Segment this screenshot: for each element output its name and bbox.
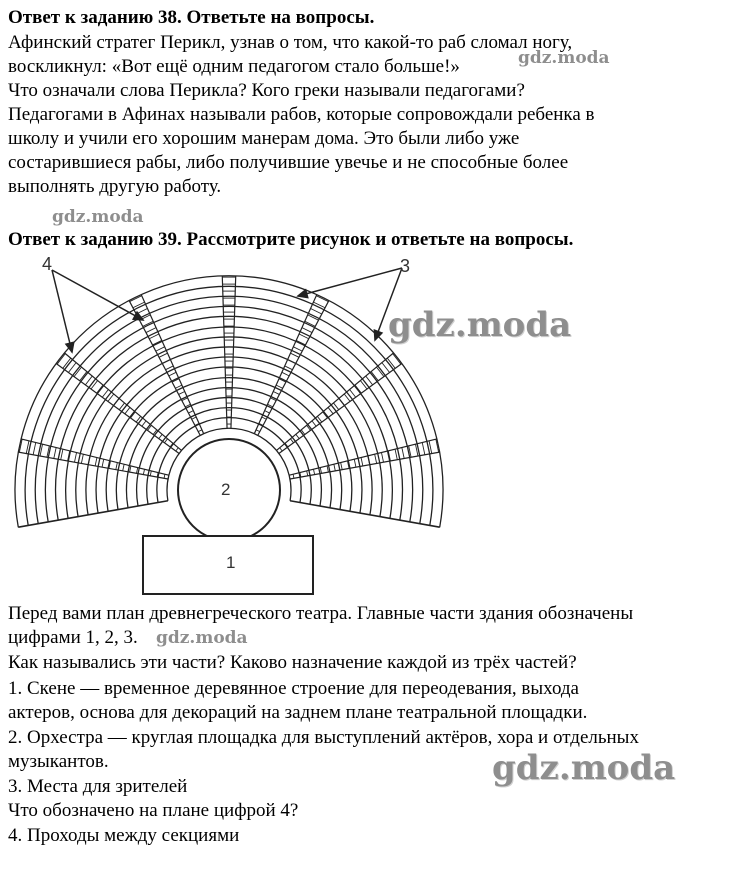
aisle-step — [33, 443, 36, 455]
label-3: 3 — [400, 256, 411, 276]
aisle-step — [169, 372, 176, 376]
aisle-step — [159, 434, 162, 438]
aisle-step — [311, 308, 322, 313]
pointer-line — [52, 270, 72, 352]
text-line: воскликнул: «Вот ещё одним педагогом стало больше!» — [8, 56, 460, 77]
aisle-step — [164, 474, 165, 478]
aisle-step — [198, 430, 202, 432]
aisle-edge-line — [222, 276, 227, 428]
aisle-step — [328, 407, 333, 413]
aisle-step — [265, 411, 270, 413]
aisle-step — [360, 381, 367, 389]
aisle-step — [123, 464, 124, 471]
pointer-line — [52, 270, 143, 320]
aisle-step — [54, 448, 56, 459]
aisle-step — [91, 381, 98, 389]
aisle-step — [176, 448, 179, 451]
text-line: музыкантов. — [8, 751, 109, 772]
label-pointers — [52, 268, 402, 352]
aisle-step — [339, 398, 345, 405]
label-4: 4 — [42, 254, 53, 274]
aisle-step — [381, 453, 383, 463]
aisle-step — [95, 458, 97, 466]
aisle-step — [280, 448, 283, 451]
aisle-edge-line — [279, 364, 402, 454]
aisle-step — [80, 372, 87, 381]
aisle-step — [192, 417, 197, 419]
text-line: школу и учили его хорошим манерам дома. Это были либо уже — [8, 128, 520, 149]
aisle-edge-line — [231, 276, 236, 428]
theatre-plan-figure — [0, 248, 739, 602]
watermark: gdz.moda — [52, 207, 144, 227]
aisle-step — [402, 448, 404, 459]
text-line: Перед вами план древнегреческого театра. Главные части здания обозначены — [8, 603, 634, 624]
aisle-step — [125, 407, 130, 413]
aisle-step — [375, 454, 377, 463]
aisle-step — [422, 443, 425, 455]
aisle-step — [293, 347, 302, 351]
text-line: актеров, основа для декораций на заднем плане театральной площадки. — [8, 702, 588, 723]
aisle-step — [143, 469, 144, 474]
aisle-step — [114, 398, 120, 405]
aisle-step — [341, 463, 343, 470]
aisle-step — [296, 434, 299, 438]
text-line: выполнять другую работу. — [8, 176, 222, 197]
aisle-step — [57, 354, 65, 365]
aisle-step — [334, 464, 335, 471]
seating-edge-line — [18, 501, 168, 527]
aisle-step — [136, 468, 137, 474]
aisle-step — [307, 471, 308, 476]
aisle-step — [393, 354, 401, 365]
aisle-step — [282, 372, 289, 376]
aisle-step — [354, 459, 356, 467]
aisle-step — [273, 391, 279, 394]
aisle-step — [395, 449, 397, 460]
aisle-step — [116, 463, 118, 470]
watermark: gdz.moda — [388, 305, 572, 345]
aisle-step — [179, 391, 185, 394]
aisle-step — [256, 430, 260, 432]
seating-edge-line — [290, 501, 440, 527]
watermark: gdz.moda — [518, 48, 610, 68]
text-line: 2. Орхестра — круглая площадка для выступлений актёров, хора и отдельных — [8, 727, 639, 748]
watermark: gdz.moda — [156, 628, 248, 648]
aisle-step — [150, 471, 151, 476]
aisle-step — [262, 417, 267, 419]
aisle-step — [355, 385, 361, 393]
watermark: gdz.moda — [492, 748, 676, 788]
aisle-step — [302, 328, 312, 333]
aisle-step — [162, 360, 170, 364]
text-line: Что обозначено на плане цифрой 4? — [8, 800, 299, 821]
aisle-edge-line — [56, 364, 179, 454]
aisle-step — [81, 454, 83, 463]
aisle-step — [74, 453, 76, 463]
aisle-step — [371, 372, 378, 381]
pointer-arrowhead — [133, 312, 143, 320]
text-line: Педагогами в Афинах называли рабов, которые сопровождали ребенка в — [8, 104, 595, 125]
aisle-step — [188, 411, 193, 413]
label-2: 2 — [221, 480, 231, 499]
aisle-step — [320, 468, 321, 474]
pointer-arrowhead — [298, 290, 308, 298]
text-line: цифрами 1, 2, 3. — [8, 627, 138, 648]
aisle-step — [97, 385, 103, 393]
text-line: 4. Проходы между секциями — [8, 825, 240, 846]
aisle-step — [313, 469, 314, 474]
text-line: 1. Скене — временное деревянное строение для переодевания, выхода — [8, 678, 579, 699]
aisle-step — [61, 449, 63, 460]
label-1: 1 — [226, 553, 236, 572]
aisle-step — [102, 459, 104, 467]
aisle-step — [288, 360, 296, 364]
text-line: Что означали слова Перикла? Кого греки называли педагогами? — [8, 80, 525, 101]
aisle-step — [142, 421, 146, 426]
pointer-line — [298, 268, 402, 296]
aisle-step — [293, 474, 294, 478]
text-line: Как назывались эти части? Каково назначение каждой из трёх частей? — [8, 652, 577, 673]
text-line: состарившиеся рабы, либо получившие увечье и не способные более — [8, 152, 569, 173]
aisle-step — [156, 347, 165, 351]
aisle-step — [146, 328, 156, 333]
aisle-step — [312, 421, 316, 426]
text-line: Афинский стратег Перикл, узнав о том, что какой-то раб сломал ногу, — [8, 32, 573, 53]
task-38-heading: Ответ к заданию 38. Ответьте на вопросы. — [8, 7, 375, 28]
aisle-step — [361, 458, 363, 466]
text-line: 3. Места для зрителей — [8, 776, 188, 797]
task-39-heading: Ответ к заданию 39. Рассмотрите рисунок и ответьте на вопросы. — [8, 229, 574, 250]
